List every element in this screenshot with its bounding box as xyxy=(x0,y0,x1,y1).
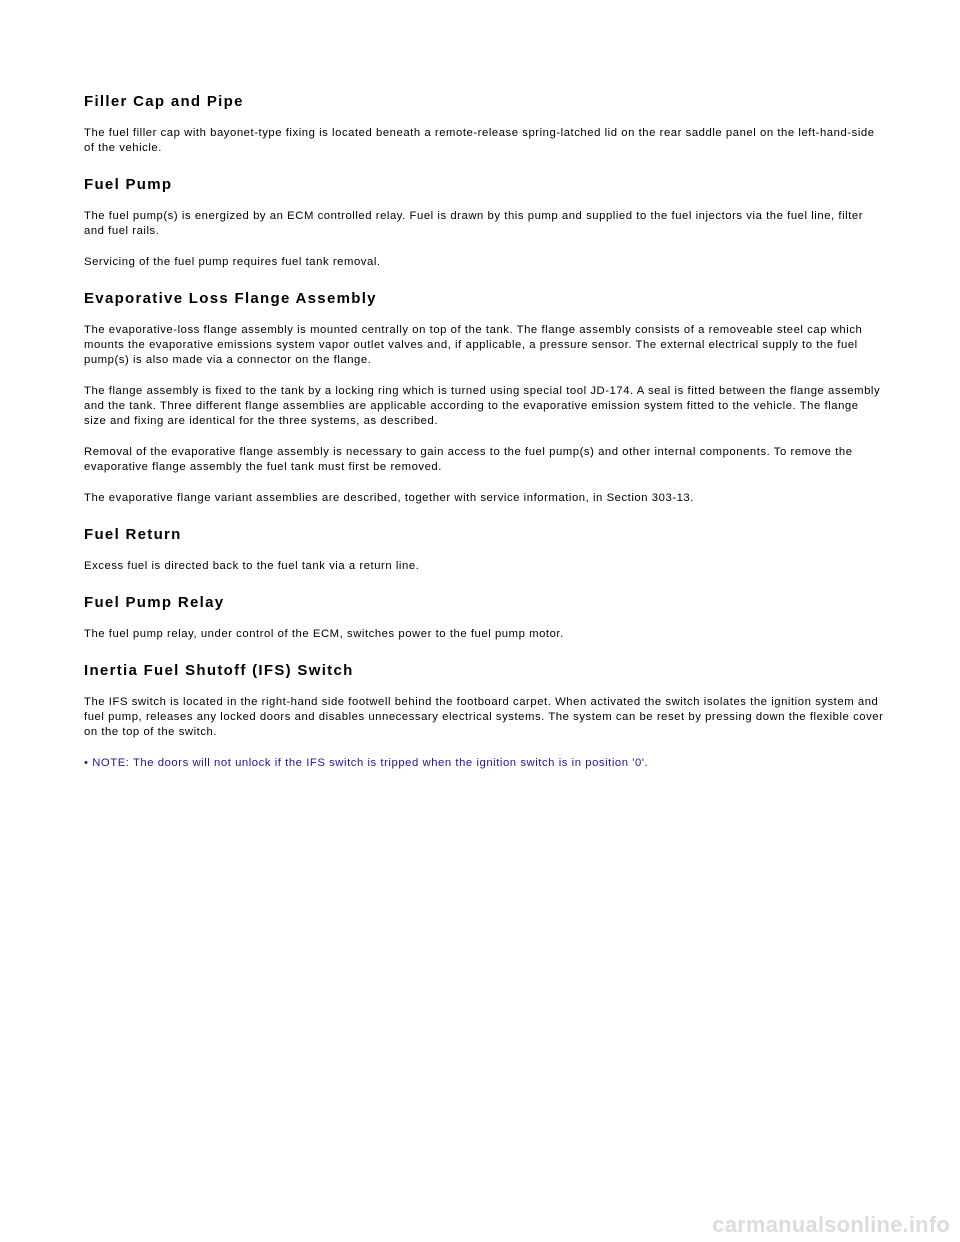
section-paragraph: The fuel pump(s) is energized by an ECM controlled relay. Fuel is drawn by this pump and supplied to the fuel injectors via the fuel line, filter and fuel rails. xyxy=(84,210,864,237)
section-fuel-pump xyxy=(84,175,884,270)
section-paragraph: The IFS switch is located in the right-hand side footwell behind the footboard carpet. When activated the switch isolates the ignition system and fuel pump, releases any locked doors and disables unnecessary electrical systems. The system can be reset by pressing down the flexible cover on the top of the switch. xyxy=(84,696,884,738)
document-content xyxy=(84,92,884,787)
section-fuel-return xyxy=(84,525,884,574)
section-heading: Evaporative Loss Flange Assembly xyxy=(84,290,377,307)
section-heading: Fuel Pump Relay xyxy=(84,594,225,611)
section-fuel-pump-relay xyxy=(84,593,884,642)
section-paragraph: Removal of the evaporative flange assembly is necessary to gain access to the fuel pump(s) and other internal components. To remove the evaporative flange assembly the fuel tank must first be removed. xyxy=(84,446,853,473)
section-paragraph: The evaporative flange variant assemblies are described, together with service information, in Section 303-13. xyxy=(84,492,694,504)
section-paragraph: Excess fuel is directed back to the fuel tank via a return line. xyxy=(84,560,420,572)
section-paragraph: The flange assembly is fixed to the tank by a locking ring which is turned using special tool JD-174. A seal is fitted between the flange assembly and the tank. Three different flange assemblies are applicable according to the evaporative emission system fitted to the vehicle. The flange size and fixing are identical for the three systems, as described. xyxy=(84,385,881,427)
section-evaporative-flange xyxy=(84,289,884,506)
section-paragraph: The fuel filler cap with bayonet-type fixing is located beneath a remote-release spring-latched lid on the rear saddle panel on the left-hand-side of the vehicle. xyxy=(84,127,875,154)
section-ifs-switch xyxy=(84,661,884,771)
section-heading: Fuel Return xyxy=(84,526,182,543)
note-text: • NOTE: The doors will not unlock if the IFS switch is tripped when the ignition switch is in position '0'. xyxy=(84,757,649,769)
section-filler-cap xyxy=(84,92,884,156)
section-heading: Filler Cap and Pipe xyxy=(84,93,244,110)
section-paragraph: The evaporative-loss flange assembly is mounted centrally on top of the tank. The flange assembly consists of a removeable steel cap which mounts the evaporative emissions system vapor outlet valves and, if applicable, a pressure sensor. The external electrical supply to the fuel pump(s) is also made via a connector on the flange. xyxy=(84,324,863,366)
section-heading: Inertia Fuel Shutoff (IFS) Switch xyxy=(84,662,354,679)
section-paragraph: The fuel pump relay, under control of the ECM, switches power to the fuel pump motor. xyxy=(84,628,564,640)
section-heading: Fuel Pump xyxy=(84,176,173,193)
watermark: carmanualsonline.info xyxy=(712,1212,950,1237)
section-paragraph: Servicing of the fuel pump requires fuel tank removal. xyxy=(84,256,381,268)
